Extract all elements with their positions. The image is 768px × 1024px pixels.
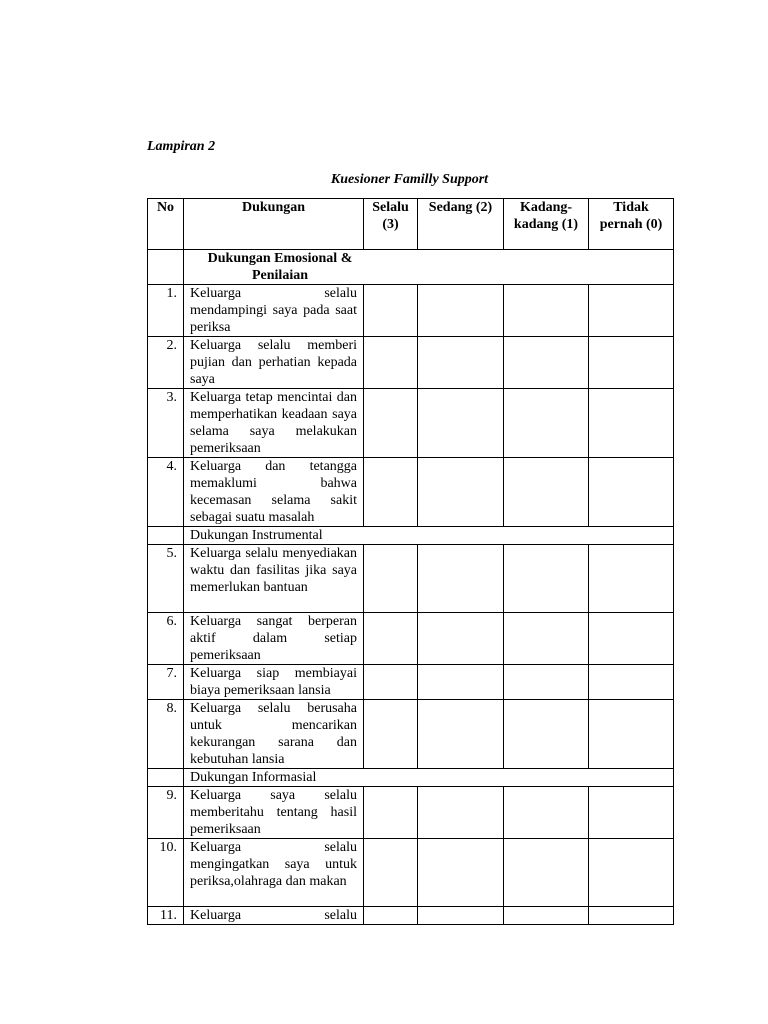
table-row	[148, 665, 674, 700]
header-dukungan: Dukungan	[184, 199, 364, 250]
item-text: Keluarga selalu menyediakan waktu dan fasilitas jika saya memerlukan bantuan	[184, 545, 364, 613]
item-number: 10.	[148, 839, 184, 907]
answer-cell-tidak-pernah[interactable]	[589, 839, 674, 907]
answer-cell-sedang[interactable]	[418, 458, 504, 527]
table-row	[148, 458, 674, 527]
questionnaire-table	[147, 198, 674, 925]
item-number: 2.	[148, 337, 184, 389]
section-row	[148, 250, 674, 285]
answer-cell-selalu[interactable]	[364, 700, 418, 769]
section-title-text: Dukungan Emosional & Penilaian	[207, 251, 353, 283]
section-no-cell	[148, 527, 184, 545]
answer-cell-selalu[interactable]	[364, 545, 418, 613]
answer-cell-tidak-pernah[interactable]	[589, 613, 674, 665]
header-no: No	[148, 199, 184, 250]
answer-cell-sedang[interactable]	[418, 337, 504, 389]
table-row	[148, 839, 674, 907]
answer-cell-kadang-kadang[interactable]	[504, 337, 589, 389]
item-number: 5.	[148, 545, 184, 613]
answer-cell-tidak-pernah[interactable]	[589, 458, 674, 527]
answer-cell-sedang[interactable]	[418, 907, 504, 925]
answer-cell-kadang-kadang[interactable]	[504, 389, 589, 458]
table-row	[148, 285, 674, 337]
answer-cell-sedang[interactable]	[418, 613, 504, 665]
answer-cell-tidak-pernah[interactable]	[589, 907, 674, 925]
table-row	[148, 545, 674, 613]
item-number: 6.	[148, 613, 184, 665]
section-row	[148, 527, 674, 545]
section-title	[184, 250, 674, 285]
answer-cell-tidak-pernah[interactable]	[589, 285, 674, 337]
item-number: 3.	[148, 389, 184, 458]
answer-cell-sedang[interactable]	[418, 389, 504, 458]
table-row	[148, 337, 674, 389]
section-title: Dukungan Instrumental	[184, 527, 674, 545]
answer-cell-kadang-kadang[interactable]	[504, 285, 589, 337]
table-row	[148, 907, 674, 925]
item-number: 9.	[148, 787, 184, 839]
answer-cell-sedang[interactable]	[418, 285, 504, 337]
answer-cell-sedang[interactable]	[418, 787, 504, 839]
answer-cell-kadang-kadang[interactable]	[504, 665, 589, 700]
answer-cell-tidak-pernah[interactable]	[589, 700, 674, 769]
item-text: Keluarga selalu mendampingi saya pada saat periksa	[184, 285, 364, 337]
item-number: 4.	[148, 458, 184, 527]
section-no-cell	[148, 769, 184, 787]
section-no-cell	[148, 250, 184, 285]
answer-cell-tidak-pernah[interactable]	[589, 787, 674, 839]
header-kadang-kadang: Kadang-kadang (1)	[504, 199, 589, 250]
item-number: 7.	[148, 665, 184, 700]
item-text: Keluarga saya selalu memberitahu tentang hasil pemeriksaan	[184, 787, 364, 839]
answer-cell-sedang[interactable]	[418, 839, 504, 907]
item-text: Keluarga selalu	[184, 907, 364, 925]
item-text: Keluarga tetap mencintai dan memperhatikan keadaan saya selama saya melakukan pemeriksaan	[184, 389, 364, 458]
answer-cell-sedang[interactable]	[418, 545, 504, 613]
answer-cell-kadang-kadang[interactable]	[504, 839, 589, 907]
answer-cell-selalu[interactable]	[364, 787, 418, 839]
header-sedang: Sedang (2)	[418, 199, 504, 250]
answer-cell-kadang-kadang[interactable]	[504, 907, 589, 925]
section-title: Dukungan Informasial	[184, 769, 674, 787]
answer-cell-kadang-kadang[interactable]	[504, 700, 589, 769]
answer-cell-tidak-pernah[interactable]	[589, 665, 674, 700]
answer-cell-selalu[interactable]	[364, 458, 418, 527]
item-text: Keluarga sangat berperan aktif dalam setiap pemeriksaan	[184, 613, 364, 665]
table-row	[148, 613, 674, 665]
answer-cell-kadang-kadang[interactable]	[504, 787, 589, 839]
table-row	[148, 389, 674, 458]
section-row	[148, 769, 674, 787]
item-text: Keluarga selalu memberi pujian dan perhatian kepada saya	[184, 337, 364, 389]
answer-cell-selalu[interactable]	[364, 613, 418, 665]
table-header-row	[148, 199, 674, 250]
item-text: Keluarga siap membiayai biaya pemeriksaan lansia	[184, 665, 364, 700]
table-row	[148, 787, 674, 839]
answer-cell-selalu[interactable]	[364, 337, 418, 389]
answer-cell-sedang[interactable]	[418, 700, 504, 769]
answer-cell-selalu[interactable]	[364, 389, 418, 458]
answer-cell-selalu[interactable]	[364, 907, 418, 925]
answer-cell-tidak-pernah[interactable]	[589, 389, 674, 458]
header-tidak-pernah: Tidak pernah (0)	[589, 199, 674, 250]
answer-cell-kadang-kadang[interactable]	[504, 545, 589, 613]
table-row	[148, 700, 674, 769]
answer-cell-tidak-pernah[interactable]	[589, 337, 674, 389]
item-number: 1.	[148, 285, 184, 337]
answer-cell-tidak-pernah[interactable]	[589, 545, 674, 613]
answer-cell-kadang-kadang[interactable]	[504, 613, 589, 665]
answer-cell-sedang[interactable]	[418, 665, 504, 700]
page-title: Kuesioner Familly Support	[330, 172, 489, 187]
item-text: Keluarga selalu mengingatkan saya untuk periksa,olahraga dan makan	[184, 839, 364, 907]
appendix-label: Lampiran 2	[147, 139, 216, 154]
item-text: Keluarga dan tetangga memaklumi bahwa kecemasan selama sakit sebagai suatu masalah	[184, 458, 364, 527]
header-selalu: Selalu (3)	[364, 199, 418, 250]
item-number: 8.	[148, 700, 184, 769]
answer-cell-kadang-kadang[interactable]	[504, 458, 589, 527]
item-text: Keluarga selalu berusaha untuk mencarikan kekurangan sarana dan kebutuhan lansia	[184, 700, 364, 769]
item-number: 11.	[148, 907, 184, 925]
answer-cell-selalu[interactable]	[364, 285, 418, 337]
answer-cell-selalu[interactable]	[364, 665, 418, 700]
answer-cell-selalu[interactable]	[364, 839, 418, 907]
